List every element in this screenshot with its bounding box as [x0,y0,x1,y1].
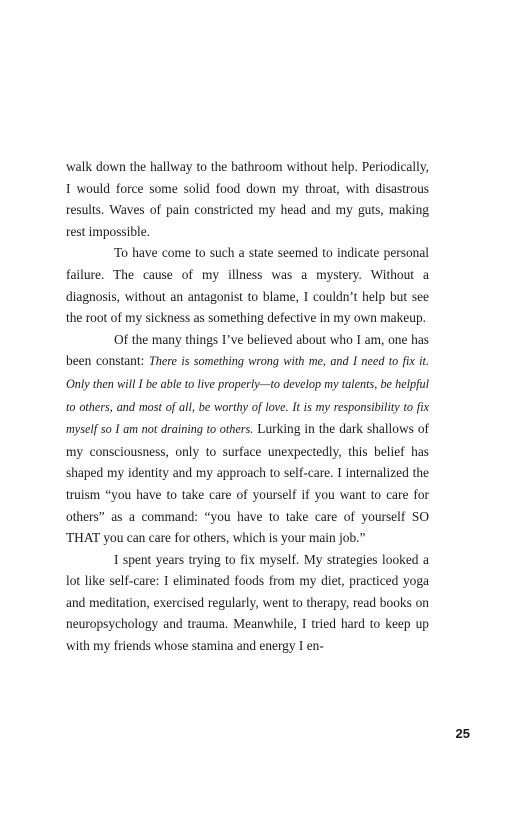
paragraph-text: Lurking in the dark shallows of my consciousness, only to surface unexpectedly, this belief has shaped my identity and my approach to self-care. I internalized the truism “you have to take care of yourself if you want to care for others” as a command: “you have to take care of yourself SO THAT you can care for others, which is your main job.” [66,421,429,546]
paragraph: walk down the hallway to the bathroom without help. Periodically, I would force some solid food down my throat, with disastrous results. Waves of pain constricted my head and my guts, making rest impossible. [66,159,429,239]
page-number: 25 [455,726,470,741]
paragraph: To have come to such a state seemed to indicate personal failure. The cause of my illness was a mystery. Without a diagnosis, without an antagonist to blame, I couldn’t help but see the root of my sickness as something defective in my own makeup. [66,245,429,326]
italic-passage: There is something wrong with me, and I need to fix it. Only then will I be able to live properly—to develop my talents, be helpful to others, and most of all, be worthy of love. It is my responsibility to fix myself so I am not draining to others. [66,354,429,437]
paragraph: I spent years trying to fix myself. My strategies looked a lot like self-care: I eliminated foods from my diet, practiced yoga and meditation, exercised regularly, went to therapy, read books on neuropsychology and trauma. Meanwhile, I tried hard to keep up with my friends whose stamina and energy I en- [66,551,429,654]
paragraph-text: Of the many things I’ve believed about who I am, one has been constant: [66,331,429,369]
paragraph [66,329,429,549]
body-text [66,156,429,657]
